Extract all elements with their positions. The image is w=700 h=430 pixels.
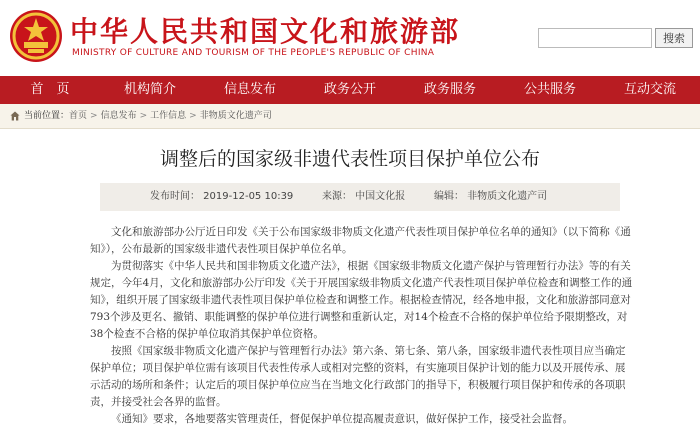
nav-item-gov-services[interactable]: 政务服务 bbox=[423, 82, 476, 97]
nav-item-public-services[interactable]: 公共服务 bbox=[523, 82, 576, 97]
site-header bbox=[0, 0, 700, 76]
publish-time: 发布时间： 2019-12-05 10:39 bbox=[150, 191, 294, 202]
nav-item-about[interactable]: 机构简介 bbox=[123, 82, 176, 97]
article-editor: 编辑： 非物质文化遗产司 bbox=[434, 191, 548, 202]
article-paragraph: 文化和旅游部办公厅近日印发《关于公布国家级非物质文化遗产代表性项目保护单位名单的通知》（以下简称《通知》），公布最新的国家级非遗代表性项目保护单位名单。 bbox=[90, 226, 631, 255]
breadcrumb bbox=[0, 104, 700, 129]
breadcrumb-trail bbox=[24, 104, 272, 128]
site-subtitle: MINISTRY OF CULTURE AND TOURISM OF THE PEOPLE'S REPUBLIC OF CHINA bbox=[72, 48, 435, 58]
breadcrumb-work-info[interactable]: 工作信息 bbox=[150, 111, 187, 121]
article-paragraph: 为贯彻落实《中华人民共和国非物质文化遗产法》，根据《国家级非物质文化遗产保护与管理暂行办法》等的有关规定，今年4月，文化和旅游部办公厅印发《关于开展国家级非物质文化遗产代表性项目保护单位检查和调整工作的通知》，组织开展了国家级非遗代表性项目保护单位检查和调整工作。根据检查情况，经各地申报，文化和旅游部同意对793个涉及更名、撤销、职能调整的保护单位进行调整和重新认定，对14个检查不合格的保护单位给予限期整改，对38个检查不合格的保护单位取消其保护单位资格。 bbox=[90, 260, 633, 340]
breadcrumb-news[interactable]: 信息发布 bbox=[100, 111, 137, 121]
breadcrumb-separator: > bbox=[90, 111, 98, 121]
breadcrumb-home[interactable]: 首页 bbox=[69, 111, 88, 121]
site-title[interactable]: 中华人民共和国文化和旅游部 bbox=[70, 15, 461, 48]
main-nav bbox=[0, 76, 700, 104]
search-button[interactable]: 搜索 bbox=[655, 28, 693, 48]
search-input[interactable] bbox=[538, 28, 652, 48]
nav-item-gov-affairs[interactable]: 政务公开 bbox=[323, 82, 376, 97]
national-emblem-icon[interactable] bbox=[8, 8, 64, 64]
article-title: 调整后的国家级非遗代表性项目保护单位公布 bbox=[159, 148, 540, 170]
nav-item-interaction[interactable]: 互动交流 bbox=[623, 82, 676, 97]
article-paragraph: 按照《国家级非物质文化遗产保护与管理暂行办法》第六条、第七条、第八条，国家级非遗代表性项目应当确定保护单位；项目保护单位需有该项目代表性传承人或相对完整的资料，有实施项目保护计划的能力以及开展传承、展示活动的场所和条件；认定后的项目保护单位应当在当地文化行政部门的指导下，积极履行项目保护和传承的各项职责，并接受社会各界的监督。 bbox=[90, 345, 626, 408]
article-body bbox=[90, 224, 635, 428]
article-source: 来源： 中国文化报 bbox=[322, 191, 406, 202]
nav-item-news[interactable]: 信息发布 bbox=[223, 82, 276, 97]
home-icon bbox=[10, 111, 20, 121]
article-meta bbox=[100, 183, 620, 211]
breadcrumb-ich-dept[interactable]: 非物质文化遗产司 bbox=[199, 111, 272, 121]
breadcrumb-separator: > bbox=[189, 111, 197, 121]
nav-item-home[interactable]: 首 页 bbox=[30, 82, 70, 97]
article-paragraph: 《通知》要求，各地要落实管理责任，督促保护单位提高履责意识，做好保护工作，接受社会监督。 bbox=[111, 413, 573, 425]
breadcrumb-label: 当前位置： bbox=[24, 111, 70, 121]
breadcrumb-separator: > bbox=[139, 111, 148, 121]
